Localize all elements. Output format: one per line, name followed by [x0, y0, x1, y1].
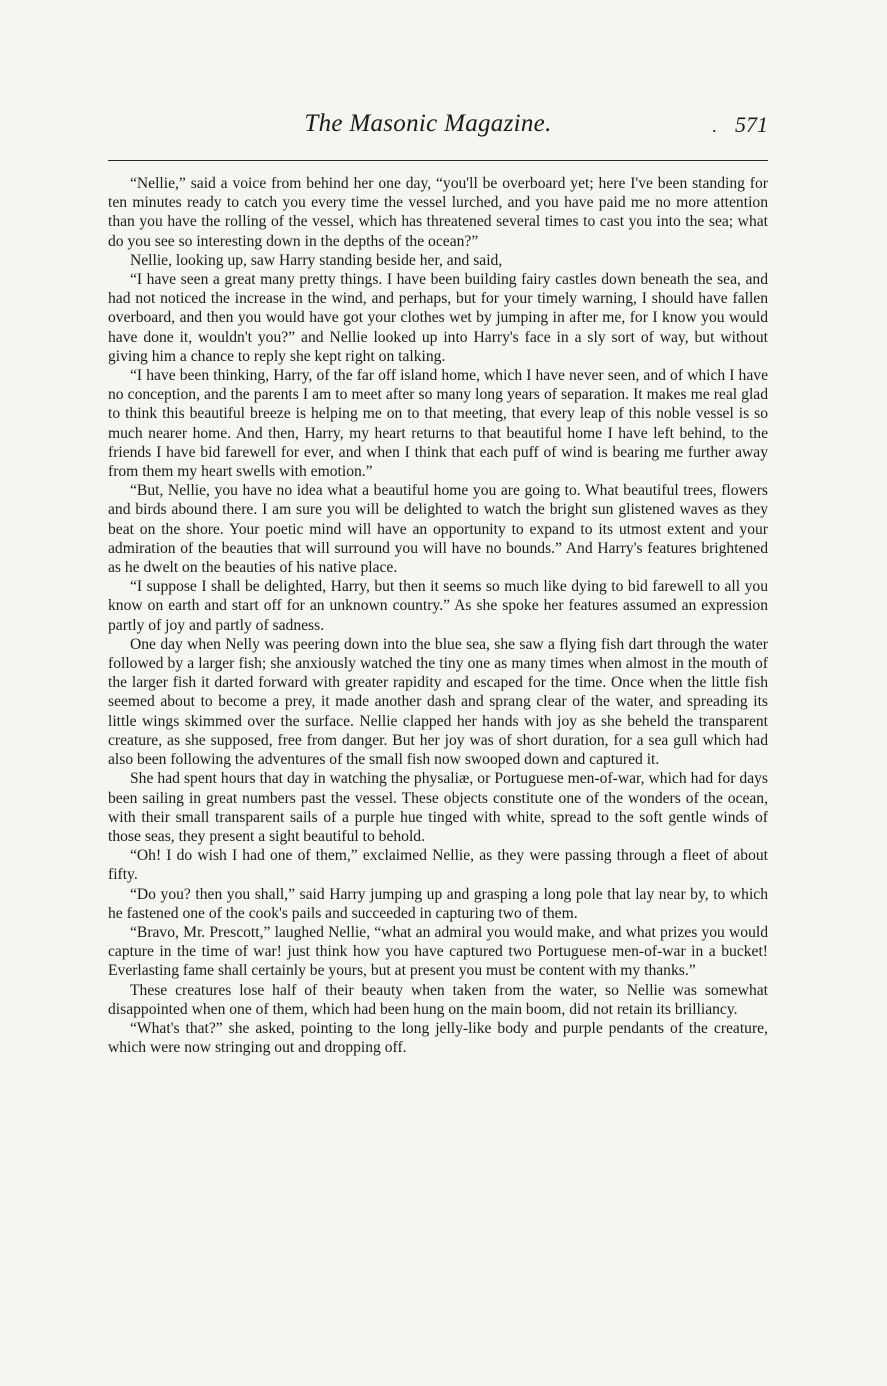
- page-number: 571: [735, 112, 768, 137]
- paragraph: “But, Nellie, you have no idea what a beautiful home you are going to. What beautiful trees, flowers and birds abound there. I am sure you will be delighted to watch the bright sun glistened waves as they beat on the shore. Your poetic mind will have an opportunity to expand to its utmost extent and your admiration of the beauties that will surround you will have no bounds.” And Harry's features brightened as he dwelt on the beauties of his native place.: [108, 482, 768, 577]
- header-rule: [108, 160, 768, 161]
- paragraph: “Bravo, Mr. Prescott,” laughed Nellie, “what an admiral you would make, and what prizes you would capture in the time of war! just think how you have captured two Portuguese men-of-war in a bucket! Everlasting fame shall certainly be yours, but at present you must be content with my thanks.”: [108, 923, 768, 980]
- paragraph: Nellie, looking up, saw Harry standing beside her, and said,: [130, 251, 503, 269]
- paragraph: “I have seen a great many pretty things. I have been building fairy castles down beneath the sea, and had not noticed the increase in the wind, and perhaps, but for your timely warning, I should have fallen overboard, and then you would have got your clothes wet by jumping in after me, for I know you would have done it, wouldn't you?” and Nellie looked up into Harry's face in a sly sort of way, but without giving him a chance to reply she kept right on talking.: [108, 271, 768, 365]
- running-title: The Masonic Magazine.: [304, 110, 552, 137]
- paragraph: She had spent hours that day in watching the physaliæ, or Portuguese men-of-war, which had for days been sailing in great numbers past the vessel. These objects constitute one of the wonders of the ocean, with their small transparent sails of a purple hue tinged with white, spread to the soft gentle winds of those seas, they present a sight beautiful to behold.: [108, 770, 768, 845]
- paragraph: These creatures lose half of their beauty when taken from the water, so Nellie was somewhat disappointed when one of them, which had been hung on the main boom, did not retain its brilliancy.: [108, 981, 768, 1018]
- page-header: [108, 106, 768, 146]
- paragraph: One day when Nelly was peering down into the blue sea, she saw a flying fish dart through the water followed by a larger fish; she anxiously watched the tiny one as many times when almost in the mouth of the larger fish it darted forward with greater rapidity and escaped for the time. Once when the little fish seemed about to become a prey, it made another dash and sprang clear of the water, and spreading its little wings skimmed over the surface. Nellie clapped her hands with joy as she beheld the transparent creature, as she supposed, free from danger. But her joy was of short duration, for a sea gull which had also been following the adventures of the small fish now swooped down and captured it.: [108, 635, 768, 769]
- paragraph: “I suppose I shall be delighted, Harry, but then it seems so much like dying to bid farewell to all you know on earth and start off for an unknown country.” As she spoke her features assumed an expression partly of joy and partly of sadness.: [108, 578, 768, 634]
- header-dot: .: [712, 116, 717, 136]
- paragraph: “What's that?” she asked, pointing to the long jelly-like body and purple pendants of the creature, which were now stringing out and dropping off.: [108, 1019, 768, 1057]
- paragraph: “Oh! I do wish I had one of them,” exclaimed Nellie, as they were passing through a fleet of about fifty.: [108, 847, 768, 884]
- paragraph: “Do you? then you shall,” said Harry jumping up and grasping a long pole that lay near by, to which he fastened one of the cook's pails and succeeded in capturing two of them.: [108, 885, 768, 922]
- body-text: [108, 174, 768, 1057]
- paragraph: “Nellie,” said a voice from behind her one day, “you'll be overboard yet; here I've been standing for ten minutes ready to catch you every time the vessel lurched, and you have paid me no more attention than you have the rolling of the vessel, which has threatened several times to cast you into the sea; what do you see so interesting down in the depths of the ocean?”: [108, 175, 768, 250]
- paragraph: “I have been thinking, Harry, of the far off island home, which I have never seen, and of which I have no conception, and the parents I am to meet after so many long years of separation. It makes me real glad to think this beautiful breeze is helping me on to that meeting, that every leap of this noble vessel is so much nearer home. And then, Harry, my heart returns to that beautiful home I have left behind, to the friends I have bid farewell for ever, and when I think that each puff of wind is bearing me further away from them my heart swells with emotion.”: [108, 367, 768, 481]
